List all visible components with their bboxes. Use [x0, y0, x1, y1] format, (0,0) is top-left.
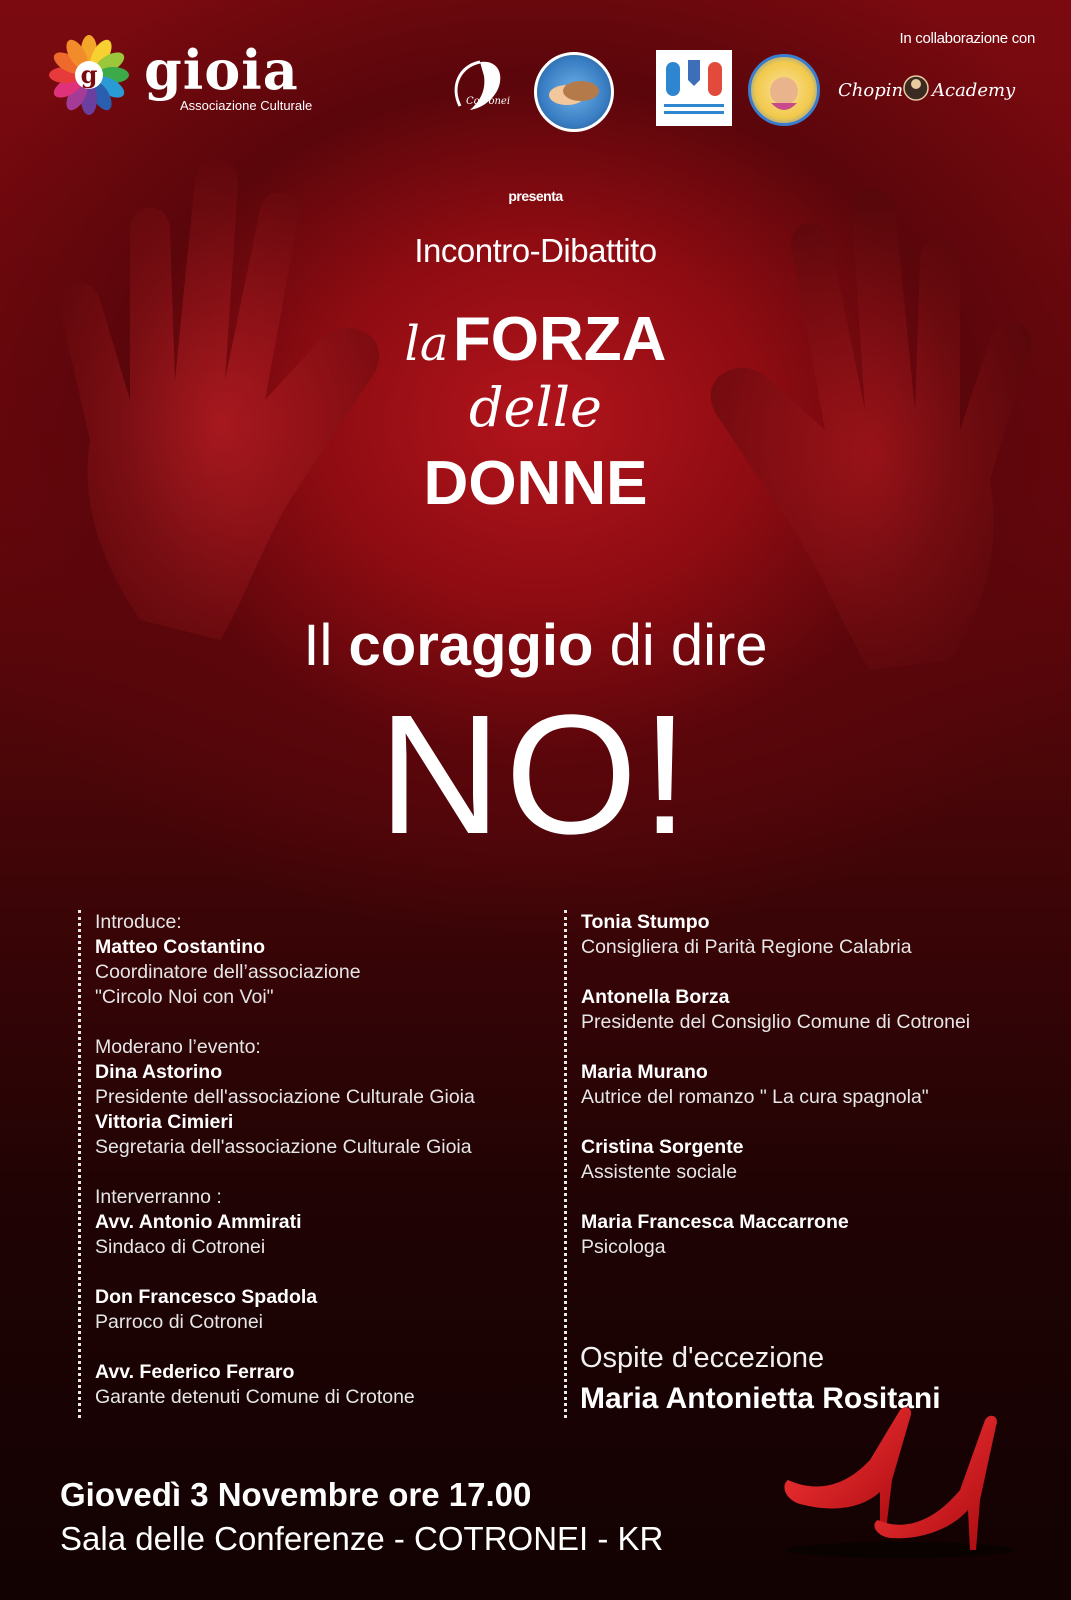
svg-text:Cotronei: Cotronei: [465, 96, 511, 107]
speaker-role: Interverranno :: [95, 1186, 222, 1208]
chestnut-icon: [440, 46, 520, 126]
spacer: [581, 1110, 970, 1135]
speaker-role: Garante detenuti Comune di Crotone: [95, 1386, 415, 1408]
svg-text:g: g: [80, 60, 98, 89]
slogan-line: [0, 612, 1071, 679]
speaker-role: Moderano l’evento:: [95, 1036, 261, 1058]
speaker-role: Presidente del Consiglio Comune di Cotronei: [581, 1011, 971, 1033]
oratorio-logo: [748, 54, 820, 126]
red-shoes-illustration: [780, 1400, 1020, 1560]
speaker-name: Avv. Antonio Ammirati: [95, 1211, 302, 1233]
speaker-name: Maria Francesca Maccarrone: [581, 1211, 849, 1233]
slogan-post: di dire: [609, 613, 768, 678]
slogan-bold: coraggio: [348, 613, 594, 678]
spacer: [95, 1260, 475, 1285]
speaker-role: Coordinatore dell’associazione: [95, 961, 361, 983]
title-donne: DONNE: [423, 449, 648, 518]
hands-icon: [537, 55, 611, 129]
speaker-role: Assistente sociale: [581, 1161, 738, 1183]
title-forza: FORZA: [452, 305, 667, 374]
spacer: [95, 1335, 475, 1360]
speaker-role: Segretaria dell'associazione Culturale Gioia: [95, 1136, 472, 1158]
spacer: [581, 1035, 970, 1060]
speaker-name: Maria Murano: [581, 1061, 708, 1083]
speaker-name: Antonella Borza: [581, 986, 730, 1008]
slogan-pre: Il: [303, 613, 333, 678]
gioia-wordmark: gioia: [144, 38, 299, 102]
flower-icon: [48, 34, 130, 116]
speaker-role: Autrice del romanzo " La cura spagnola": [581, 1086, 929, 1108]
spacer: [95, 1160, 475, 1185]
garante-detenuti-logo: [656, 50, 732, 126]
speaker-role: Consigliera di Parità Regione Calabria: [581, 936, 912, 958]
speaker-name: Cristina Sorgente: [581, 1136, 744, 1158]
garante-icon: [656, 50, 732, 126]
speaker-name: Dina Astorino: [95, 1061, 223, 1083]
spacer: [581, 960, 970, 985]
speaker-name: Vittoria Cimieri: [95, 1111, 234, 1133]
speaker-role: Sindaco di Cotronei: [95, 1236, 266, 1258]
speaker-name: Avv. Federico Ferraro: [95, 1361, 295, 1383]
title-delle: delle: [468, 376, 603, 439]
circolo-noi-con-voi-logo: [534, 52, 614, 132]
slogan-no: NO!: [378, 680, 693, 870]
gioia-subtitle: Associazione Culturale: [180, 98, 313, 113]
presents-label: presenta: [508, 188, 563, 204]
chopin-academy-logo: [838, 70, 1018, 110]
speaker-role: Psicologa: [581, 1236, 666, 1258]
svg-text:Academy: Academy: [932, 80, 1016, 101]
speaker-role: Parroco di Cotronei: [95, 1311, 263, 1333]
spacer: [95, 1010, 475, 1035]
speaker-name: Don Francesco Spadola: [95, 1286, 318, 1308]
event-venue: Sala delle Conferenze - COTRONEI - KR: [60, 1520, 664, 1557]
speaker-name: Matteo Costantino: [95, 936, 266, 958]
speaker-role: Introduce:: [95, 911, 182, 933]
guest-name: Maria Antonietta Rositani: [580, 1382, 941, 1415]
svg-text:Chopin: Chopin: [838, 80, 904, 101]
guest-label: Ospite d'eccezione: [580, 1342, 825, 1374]
collaboration-label: In collaborazione con: [899, 30, 1035, 47]
speaker-role: Presidente dell'associazione Culturale Gioia: [95, 1086, 475, 1108]
spacer: [581, 1185, 970, 1210]
speaker-role: "Circolo Noi con Voi": [95, 986, 274, 1008]
sagra-castagna-logo: [440, 46, 520, 126]
event-date: Giovedì 3 Novembre ore 17.00: [60, 1476, 532, 1513]
oratorio-icon: [751, 57, 817, 123]
gioia-logo: [48, 30, 318, 120]
speakers-left-column: [78, 910, 475, 1418]
title-la: la: [404, 316, 449, 372]
speaker-name: Tonia Stumpo: [581, 911, 710, 933]
title-line-1: [0, 304, 1071, 375]
event-type: Incontro-Dibattito: [414, 232, 657, 269]
chopin-portrait-icon: [838, 70, 1018, 110]
